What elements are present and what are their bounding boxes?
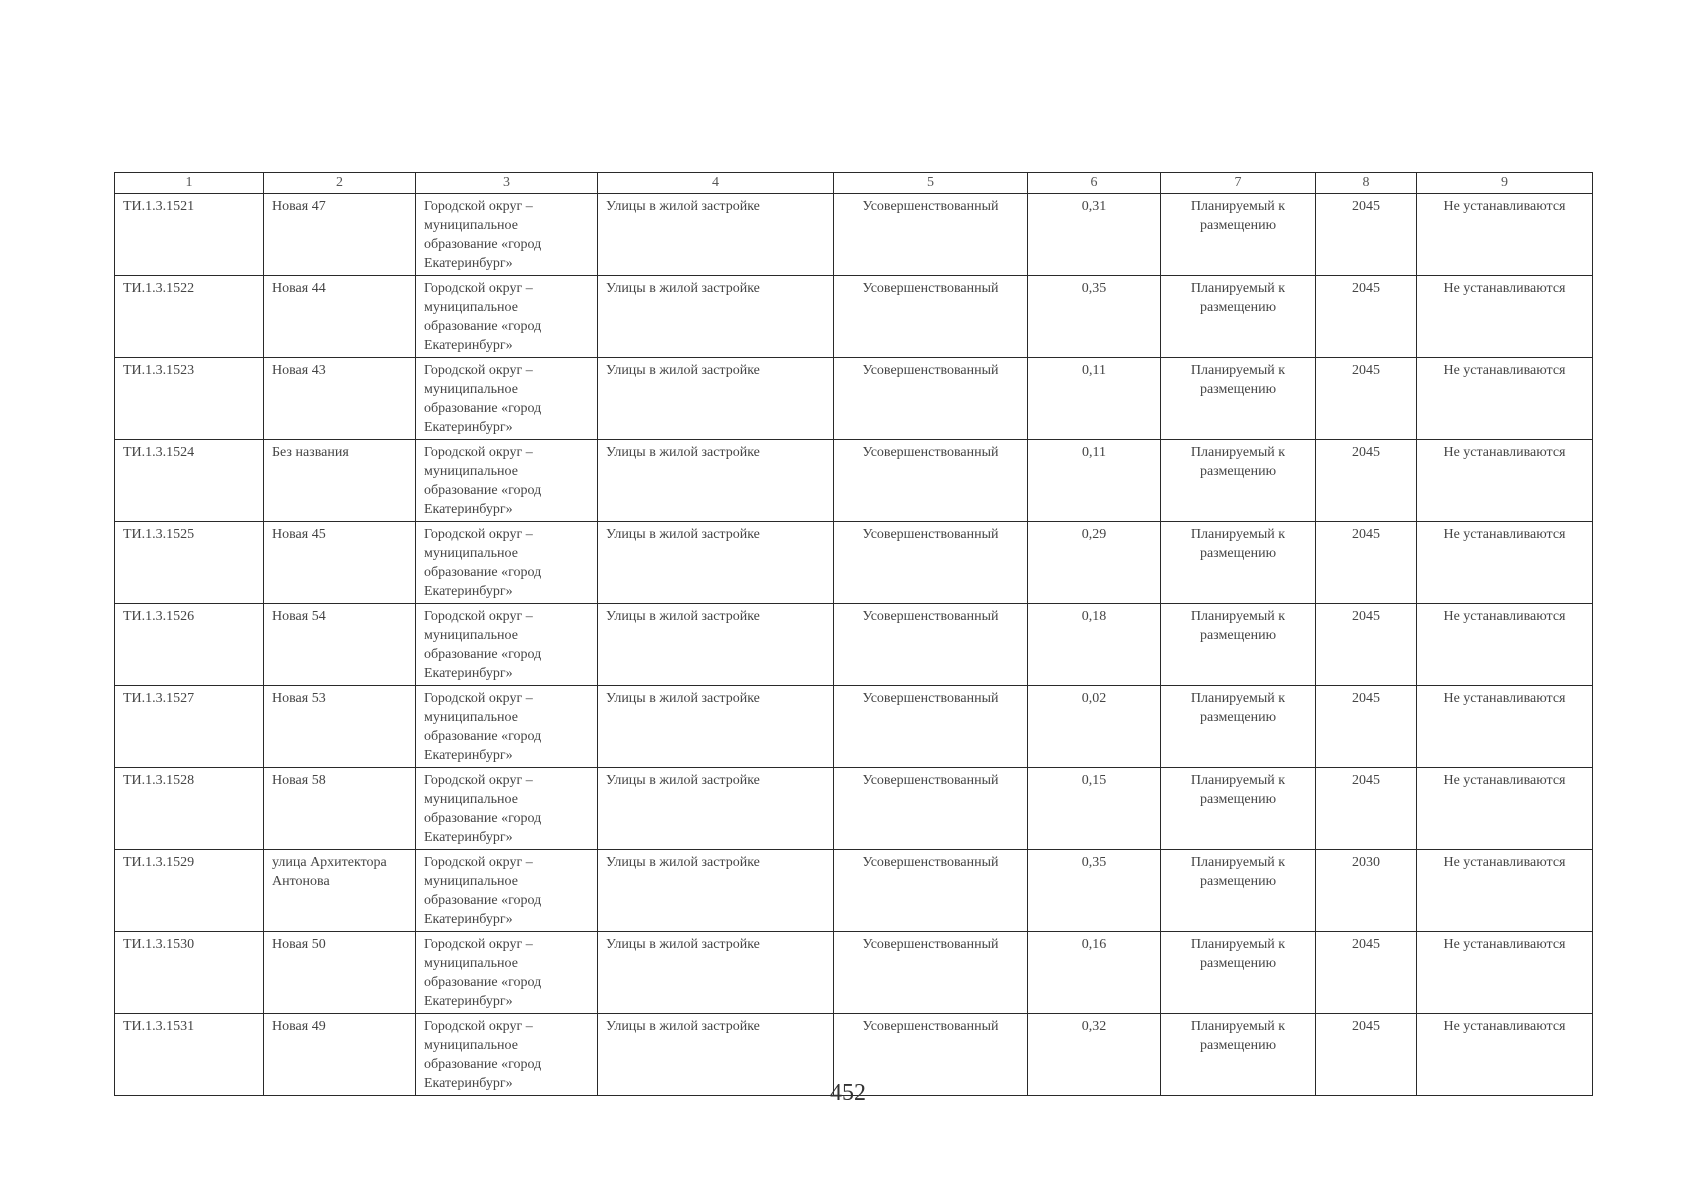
table-row xyxy=(115,686,1593,768)
length-cell: 0,35 xyxy=(1028,276,1161,358)
year-cell: 2045 xyxy=(1316,522,1417,604)
status-cell: Планируемый к размещению xyxy=(1161,850,1316,932)
surface-type-cell: Усовершенствованный xyxy=(834,194,1028,276)
length-cell: 0,11 xyxy=(1028,440,1161,522)
length-cell: 0,18 xyxy=(1028,604,1161,686)
category-cell: Улицы в жилой застройке xyxy=(598,522,834,604)
length-cell: 0,31 xyxy=(1028,194,1161,276)
page-number: 452 xyxy=(830,1080,866,1106)
object-code-cell: ТИ.1.3.1525 xyxy=(115,522,264,604)
surface-type-cell: Усовершенствованный xyxy=(834,768,1028,850)
zone-cell: Не устанавливаются xyxy=(1417,768,1593,850)
column-header: 7 xyxy=(1161,173,1316,194)
year-cell: 2030 xyxy=(1316,850,1417,932)
table-row xyxy=(115,604,1593,686)
status-cell: Планируемый к размещению xyxy=(1161,604,1316,686)
zone-cell: Не устанавливаются xyxy=(1417,850,1593,932)
column-header: 6 xyxy=(1028,173,1161,194)
status-cell: Планируемый к размещению xyxy=(1161,768,1316,850)
length-cell: 0,16 xyxy=(1028,932,1161,1014)
length-cell: 0,35 xyxy=(1028,850,1161,932)
object-code-cell: ТИ.1.3.1521 xyxy=(115,194,264,276)
zone-cell: Не устанавливаются xyxy=(1417,522,1593,604)
municipality-cell: Городской округ – муниципальное образование «город Екатеринбург» xyxy=(416,440,598,522)
year-cell: 2045 xyxy=(1316,1014,1417,1096)
object-code-cell: ТИ.1.3.1530 xyxy=(115,932,264,1014)
surface-type-cell: Усовершенствованный xyxy=(834,522,1028,604)
table-row xyxy=(115,358,1593,440)
year-cell: 2045 xyxy=(1316,686,1417,768)
zone-cell: Не устанавливаются xyxy=(1417,440,1593,522)
object-code-cell: ТИ.1.3.1522 xyxy=(115,276,264,358)
name-cell: Новая 43 xyxy=(264,358,416,440)
name-cell: Новая 49 xyxy=(264,1014,416,1096)
length-cell: 0,02 xyxy=(1028,686,1161,768)
status-cell: Планируемый к размещению xyxy=(1161,932,1316,1014)
municipality-cell: Городской округ – муниципальное образование «город Екатеринбург» xyxy=(416,522,598,604)
municipality-cell: Городской округ – муниципальное образование «город Екатеринбург» xyxy=(416,604,598,686)
object-code-cell: ТИ.1.3.1524 xyxy=(115,440,264,522)
name-cell: Новая 54 xyxy=(264,604,416,686)
length-cell: 0,11 xyxy=(1028,358,1161,440)
column-header: 9 xyxy=(1417,173,1593,194)
year-cell: 2045 xyxy=(1316,440,1417,522)
category-cell: Улицы в жилой застройке xyxy=(598,194,834,276)
column-header: 3 xyxy=(416,173,598,194)
zone-cell: Не устанавливаются xyxy=(1417,194,1593,276)
object-code-cell: ТИ.1.3.1526 xyxy=(115,604,264,686)
category-cell: Улицы в жилой застройке xyxy=(598,1014,834,1096)
status-cell: Планируемый к размещению xyxy=(1161,522,1316,604)
status-cell: Планируемый к размещению xyxy=(1161,194,1316,276)
surface-type-cell: Усовершенствованный xyxy=(834,932,1028,1014)
object-code-cell: ТИ.1.3.1523 xyxy=(115,358,264,440)
name-cell: Новая 58 xyxy=(264,768,416,850)
category-cell: Улицы в жилой застройке xyxy=(598,604,834,686)
surface-type-cell: Усовершенствованный xyxy=(834,686,1028,768)
length-cell: 0,32 xyxy=(1028,1014,1161,1096)
year-cell: 2045 xyxy=(1316,604,1417,686)
status-cell: Планируемый к размещению xyxy=(1161,1014,1316,1096)
name-cell: улица Архитектора Антонова xyxy=(264,850,416,932)
zone-cell: Не устанавливаются xyxy=(1417,1014,1593,1096)
status-cell: Планируемый к размещению xyxy=(1161,276,1316,358)
municipality-cell: Городской округ – муниципальное образование «город Екатеринбург» xyxy=(416,276,598,358)
name-cell: Без названия xyxy=(264,440,416,522)
name-cell: Новая 47 xyxy=(264,194,416,276)
category-cell: Улицы в жилой застройке xyxy=(598,358,834,440)
category-cell: Улицы в жилой застройке xyxy=(598,932,834,1014)
zone-cell: Не устанавливаются xyxy=(1417,932,1593,1014)
year-cell: 2045 xyxy=(1316,358,1417,440)
status-cell: Планируемый к размещению xyxy=(1161,440,1316,522)
table-body xyxy=(115,194,1593,1096)
table-row xyxy=(115,194,1593,276)
category-cell: Улицы в жилой застройке xyxy=(598,276,834,358)
municipality-cell: Городской округ – муниципальное образование «город Екатеринбург» xyxy=(416,194,598,276)
municipality-cell: Городской округ – муниципальное образование «город Екатеринбург» xyxy=(416,850,598,932)
table-row xyxy=(115,932,1593,1014)
column-header: 5 xyxy=(834,173,1028,194)
surface-type-cell: Усовершенствованный xyxy=(834,358,1028,440)
object-code-cell: ТИ.1.3.1531 xyxy=(115,1014,264,1096)
table-row xyxy=(115,276,1593,358)
table-row xyxy=(115,768,1593,850)
municipality-cell: Городской округ – муниципальное образование «город Екатеринбург» xyxy=(416,1014,598,1096)
data-table xyxy=(114,172,1593,1096)
municipality-cell: Городской округ – муниципальное образование «город Екатеринбург» xyxy=(416,686,598,768)
column-header: 8 xyxy=(1316,173,1417,194)
zone-cell: Не устанавливаются xyxy=(1417,604,1593,686)
zone-cell: Не устанавливаются xyxy=(1417,358,1593,440)
name-cell: Новая 45 xyxy=(264,522,416,604)
table-row xyxy=(115,522,1593,604)
surface-type-cell: Усовершенствованный xyxy=(834,850,1028,932)
length-cell: 0,29 xyxy=(1028,522,1161,604)
object-code-cell: ТИ.1.3.1527 xyxy=(115,686,264,768)
zone-cell: Не устанавливаются xyxy=(1417,686,1593,768)
object-code-cell: ТИ.1.3.1528 xyxy=(115,768,264,850)
year-cell: 2045 xyxy=(1316,768,1417,850)
year-cell: 2045 xyxy=(1316,276,1417,358)
column-header: 4 xyxy=(598,173,834,194)
municipality-cell: Городской округ – муниципальное образование «город Екатеринбург» xyxy=(416,358,598,440)
municipality-cell: Городской округ – муниципальное образование «город Екатеринбург» xyxy=(416,932,598,1014)
surface-type-cell: Усовершенствованный xyxy=(834,440,1028,522)
length-cell: 0,15 xyxy=(1028,768,1161,850)
object-code-cell: ТИ.1.3.1529 xyxy=(115,850,264,932)
name-cell: Новая 53 xyxy=(264,686,416,768)
zone-cell: Не устанавливаются xyxy=(1417,276,1593,358)
municipality-cell: Городской округ – муниципальное образование «город Екатеринбург» xyxy=(416,768,598,850)
status-cell: Планируемый к размещению xyxy=(1161,686,1316,768)
name-cell: Новая 50 xyxy=(264,932,416,1014)
year-cell: 2045 xyxy=(1316,194,1417,276)
column-header: 2 xyxy=(264,173,416,194)
category-cell: Улицы в жилой застройке xyxy=(598,850,834,932)
column-header: 1 xyxy=(115,173,264,194)
status-cell: Планируемый к размещению xyxy=(1161,358,1316,440)
table-header-row xyxy=(115,173,1593,194)
surface-type-cell: Усовершенствованный xyxy=(834,604,1028,686)
category-cell: Улицы в жилой застройке xyxy=(598,768,834,850)
surface-type-cell: Усовершенствованный xyxy=(834,1014,1028,1096)
category-cell: Улицы в жилой застройке xyxy=(598,440,834,522)
table-row xyxy=(115,440,1593,522)
table-row xyxy=(115,850,1593,932)
name-cell: Новая 44 xyxy=(264,276,416,358)
year-cell: 2045 xyxy=(1316,932,1417,1014)
surface-type-cell: Усовершенствованный xyxy=(834,276,1028,358)
category-cell: Улицы в жилой застройке xyxy=(598,686,834,768)
